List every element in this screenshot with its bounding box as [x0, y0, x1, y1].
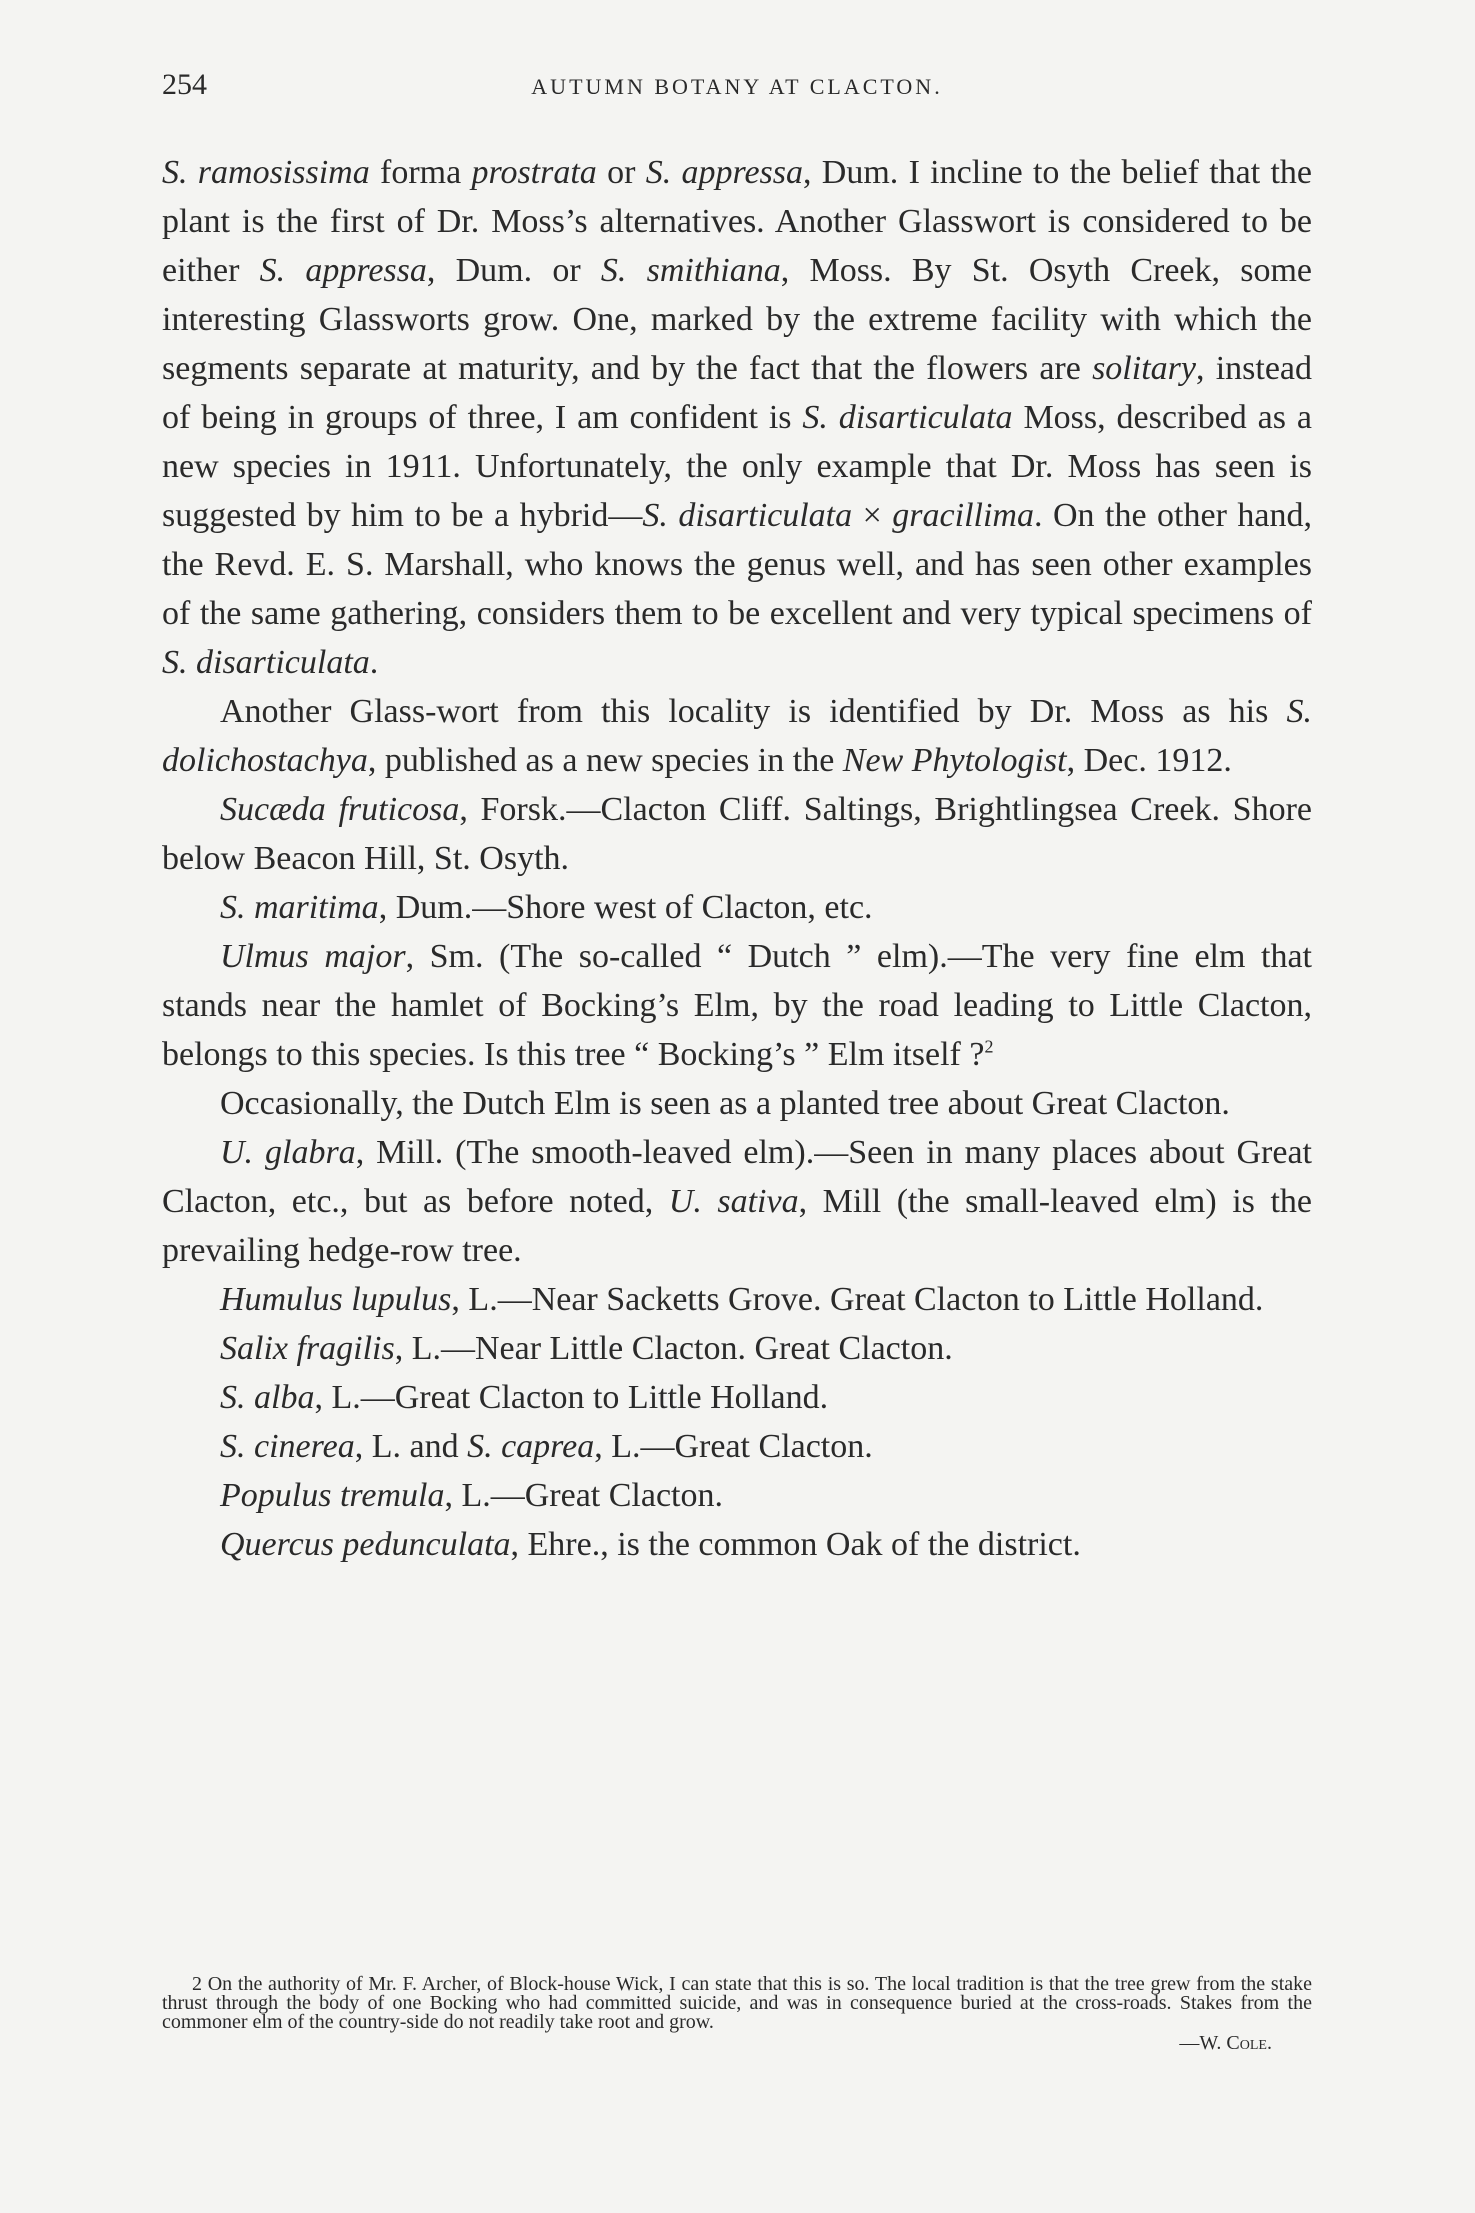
body-text [162, 148, 1312, 1569]
running-title: AUTUMN BOTANY AT CLACTON. [531, 74, 943, 99]
paragraph: S. alba, L.—Great Clacton to Little Holland. [220, 1379, 829, 1416]
page-header [162, 68, 1312, 118]
footnote-text [162, 1975, 1312, 2032]
paragraph: Ulmus major, Sm. (The so-called “ Dutch ” elm).—The very fine elm that stands near the hamlet of Bocking’s Elm, by the road leading to Little Clacton, belongs to this species. Is this tree “ Bocking’s ” Elm itself ?$^2$ [162, 938, 1312, 1073]
paragraph: Humulus lupulus, L.—Near Sacketts Grove. Great Clacton to Little Holland. [220, 1281, 1264, 1318]
paragraph: Sucæda fruticosa, Forsk.—Clacton Cliff. Saltings, Brightlingsea Creek. Shore below Beacon Hill, St. Osyth. [162, 791, 1312, 877]
footnote-signature: —W. Cole. [1179, 2032, 1272, 2054]
paragraph: Salix fragilis, L.—Near Little Clacton. Great Clacton. [220, 1330, 953, 1367]
paragraph: S. maritima, Dum.—Shore west of Clacton, etc. [220, 889, 873, 926]
paragraph: Occasionally, the Dutch Elm is seen as a planted tree about Great Clacton. [220, 1085, 1230, 1122]
page-number: 254 [162, 68, 207, 101]
footnote-marker: 2 [192, 1973, 202, 1995]
paragraph: S. ramosissima forma prostrata or S. appressa, Dum. I incline to the belief that the plant is the first of Dr. Moss’s alternatives. Another Glasswort is considered to be either S. appressa, Dum. or S. smithiana, Moss. By St. Osyth Creek, some interesting Glassworts grow. One, marked by the extreme facility with which the segments separate at maturity, and by the fact that the flowers are solitary, instead of being in groups of three, I am confident is S. disarticulata Moss, described as a new species in 1911. Unfortunately, the only example that Dr. Moss has seen is suggested by him to be a hybrid—S. disarticulata × gracillima. On the other hand, the Revd. E. S. Marshall, who knows the genus well, and has seen other examples of the same gathering, considers them to be excellent and very typical specimens of S. disarticulata. [162, 154, 1313, 681]
footnote [162, 1975, 1312, 2053]
paragraph: Quercus pedunculata, Ehre., is the common Oak of the district. [220, 1526, 1081, 1563]
paragraph: U. glabra, Mill. (The smooth-leaved elm).—Seen in many places about Great Clacton, etc., but as before noted, U. sativa, Mill (the small-leaved elm) is the prevailing hedge-row tree. [162, 1134, 1312, 1269]
paragraph: Populus tremula, L.—Great Clacton. [220, 1477, 723, 1514]
paragraph: S. cinerea, L. and S. caprea, L.—Great Clacton. [220, 1428, 873, 1465]
footnote-body: On the authority of Mr. F. Archer, of Block-house Wick, I can state that this is so. The local tradition is that the tree grew from the stake thrust through the body of one Bocking who had committed suicide, and was in consequence buried at the cross-roads. Stakes from the commoner elm of the country-side do not readily take root and grow. [162, 1973, 1312, 2033]
paragraph: Another Glass-wort from this locality is identified by Dr. Moss as his S. dolichostachya, published as a new species in the New Phytologist, Dec. 1912. [162, 693, 1312, 779]
